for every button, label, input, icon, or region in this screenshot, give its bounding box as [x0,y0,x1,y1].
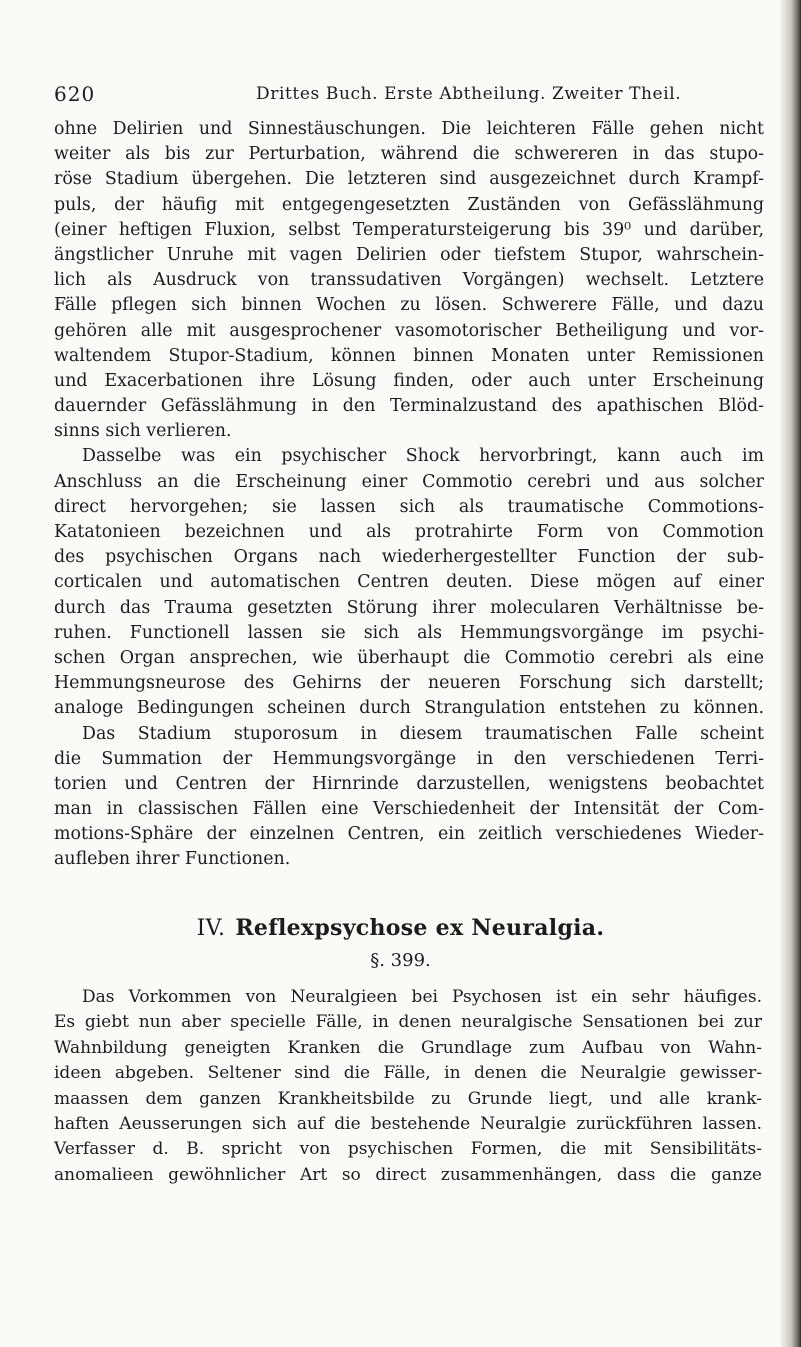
text-line: man in classischen Fällen eine Verschiedenheit der Intensität der Com- [54,799,764,820]
text-line: analoge Bedingungen scheinen durch Strangulation entstehen zu können. [54,698,764,719]
text-line: puls, der häufig mit entgegengesetzten Zuständen von Gefässlähmung [54,194,764,215]
text-line: corticalen und automatischen Centren deuten. Diese mögen auf einer [54,572,764,593]
text-line: und Exacerbationen ihre Lösung finden, oder auch unter Erscheinung [54,370,764,391]
text-line: schen Organ ansprechen, wie überhaupt die Commotio cerebri als eine [54,647,764,668]
text-line: motions-Sphäre der einzelnen Centren, ein zeitlich verschiedenes Wieder- [54,824,764,845]
text-line: aufleben ihrer Functionen. [54,849,291,870]
text-line: Dasselbe was ein psychischer Shock hervorbringt, kann auch im [82,446,764,467]
text-line: Es giebt nun aber specielle Fälle, in denen neuralgische Sensationen bei zur [54,1012,762,1033]
text-line: sinns sich verlieren. [54,421,232,442]
body-text-section-2 [54,985,762,1188]
text-line: Das Vorkommen von Neuralgieen bei Psychosen ist ein sehr häufiges. [82,987,762,1007]
text-line: ideen abgeben. Seltener sind die Fälle, in denen die Neuralgie gewisser- [54,1063,762,1084]
text-line: torien und Centren der Hirnrinde darzustellen, wenigstens beobachtet [54,773,764,794]
text-line: lich als Ausdruck von transsudativen Vorgängen) wechselt. Letztere [54,270,764,291]
text-line: direct hervorgehen; sie lassen sich als traumatische Commotions- [54,496,764,517]
running-title: Drittes Buch. Erste Abtheilung. Zweiter Theil. [256,84,682,104]
text-line: durch das Trauma gesetzten Störung ihrer molecularen Verhältnisse be- [54,597,764,618]
text-line: röse Stadium übergehen. Die letzteren sind ausgezeichnet durch Krampf- [54,169,764,190]
text-line: haften Aeusserungen sich auf die bestehende Neuralgie zurückführen lassen. [54,1113,762,1134]
running-head [54,82,754,108]
text-line: anomalieen gewöhnlicher Art so direct zusammenhängen, dass die ganze [54,1164,762,1185]
page-edge-shadow [779,0,801,1347]
text-line: ohne Delirien und Sinnestäuschungen. Die leichteren Fälle gehen nicht [54,119,764,139]
text-line: Anschluss an die Erscheinung einer Commotio cerebri und aus solcher [54,471,764,492]
section-number: IV. [196,916,226,941]
text-line: Fälle pflegen sich binnen Wochen zu lösen. Schwerere Fälle, und dazu [54,295,764,316]
text-line: gehören alle mit ausgesprochener vasomotorischer Betheiligung und vor- [54,320,764,341]
text-line: ängstlicher Unruhe mit vagen Delirien oder tiefstem Stupor, wahrschein- [54,244,764,265]
page-number: 620 [54,82,96,106]
section-title: Reflexpsychose ex Neuralgia. [235,915,605,941]
text-line: (einer heftigen Fluxion, selbst Temperatursteigerung bis 39⁰ und darüber, [54,219,764,240]
text-line: Hemmungsneurose des Gehirns der neueren Forschung sich darstellt; [54,673,764,694]
text-line: ruhen. Functionell lassen sie sich als Hemmungsvorgänge im psychi- [54,622,764,643]
text-line: Das Stadium stuporosum in diesem traumatischen Falle scheint [82,723,764,744]
text-line: Verfasser d. B. spricht von psychischen Formen, die mit Sensibilitäts- [54,1139,762,1160]
section-heading [0,915,801,941]
text-line: weiter als bis zur Perturbation, während die schwereren in das stupo- [54,144,764,165]
text-line: Katatonieen bezeichnen und als protrahirte Form von Commotion [54,522,764,542]
paragraph-number: §. 399. [370,950,431,971]
text-line: Wahnbildung geneigten Kranken die Grundlage zum Aufbau von Wahn- [54,1037,762,1058]
text-line: dauernder Gefässlähmung in den Terminalzustand des apathischen Blöd- [54,396,764,417]
text-line: des psychischen Organs nach wiederhergestellter Function der sub- [54,547,764,568]
body-text-section-1 [54,117,764,873]
text-line: maassen dem ganzen Krankheitsbilde zu Grunde liegt, und alle krank- [54,1088,762,1109]
text-line: die Summation der Hemmungsvorgänge in den verschiedenen Terri- [54,748,764,769]
text-line: waltendem Stupor-Stadium, können binnen Monaten unter Remissionen [54,345,764,366]
